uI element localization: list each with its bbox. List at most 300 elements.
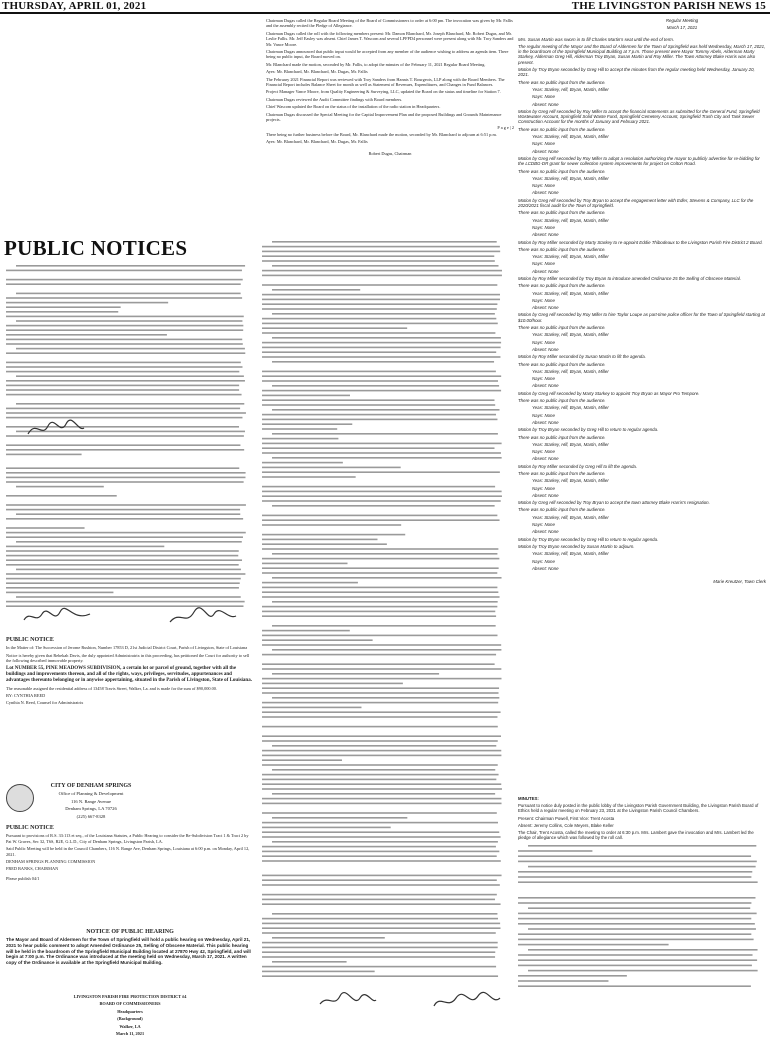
text-line [262, 323, 498, 325]
no-input: There was no public input from the audience. [518, 210, 606, 216]
text-line [262, 318, 496, 320]
text-line [262, 356, 500, 358]
text-line [262, 663, 495, 665]
minutes-para: Pursuant to notice duly posted in the public lobby of the Livingston Parish Government Building, the Livingston Parish Board of Ethics held a regular meeting on February 23, 2021 at the Livingston Parish Council Chambers. [518, 803, 759, 814]
text-line [262, 515, 497, 517]
text-line [262, 903, 501, 905]
fire-line: March 11, 2021 [115, 1031, 145, 1037]
text-line [6, 385, 239, 387]
text-line [272, 793, 495, 795]
signature-icon [22, 606, 92, 628]
text-line [16, 513, 240, 515]
text-line [262, 812, 497, 814]
text-line [262, 975, 498, 977]
text-line [262, 299, 500, 301]
text-line [272, 649, 501, 651]
text-line [262, 716, 497, 718]
text-line [528, 949, 758, 951]
springfield-minutes [518, 18, 766, 586]
text-line [518, 856, 751, 858]
scanned-minutes-col2 [262, 238, 512, 1018]
text-line [262, 875, 502, 877]
text-line [6, 532, 246, 534]
minutes-para: The Chair, Trent Acosta, called the meeting to order at 6:30 p.m. Mrs. Lambert gave the invocation and Mrs. Lambert led the pledge of allegiance which was followed by the roll call. [518, 830, 754, 841]
minutes-para: The February 2021 Financial Report was reviewed with Troy Sanders from Hannis T. Bourgeois, LLP along with the Board Members. The Financial Report includes Balance Sheet for month as well as Statement of Revenues, Expenditures, and Changes in Fund Balances. [266, 76, 505, 88]
vote-block: Yeas: Starkey, Hill, Bryan, Martin, Miller Nays: None Absent: None [532, 217, 609, 238]
text-line [528, 908, 750, 910]
text-line [262, 755, 501, 757]
text-line [272, 505, 495, 507]
text-line [262, 851, 499, 853]
text-line [6, 477, 245, 479]
text-line [262, 635, 498, 637]
text-line [272, 409, 499, 411]
text-line [6, 394, 242, 396]
text-line [518, 851, 592, 853]
text-line [6, 527, 85, 529]
text-line [262, 399, 494, 401]
text-line [6, 412, 246, 414]
text-line [16, 541, 242, 543]
text-line [262, 947, 498, 949]
text-line [6, 601, 245, 603]
motion: Motion by Troy Bryan seconded by Greg Hill to return to regular agenda. [518, 427, 659, 433]
no-input: There was no public input from the audience. [518, 361, 606, 367]
text-line [262, 611, 495, 613]
text-line [6, 408, 240, 410]
vote-block: Yeas: Starkey, Hill, Bryan, Martin, Miller Nays: None Absent: None [532, 478, 609, 498]
motion: Motion by Greg Hill seconded by Roy Miller to accept the financial statements as submitted for the General Fund, Springfield Wastewater Account, Springfield Solid Waste Fund, Springfield Cemetery Account, Springfield Trash City and Tank Sewer Construction Account for the months of January and February 2021. [518, 108, 760, 125]
motion: Motion by Greg Hill seconded by Roy Miller to hire Taylor Loupe as part-time police officer for the Town of Springfield starting at $10.00/hour. [518, 312, 765, 323]
denham-notice [6, 826, 254, 883]
minutes-para: Chairman Dugas announced that public input would be accepted from any member of the audience wishing to address an agenda item. There being no public input, the Board moved on. [266, 49, 509, 60]
text-line [6, 362, 241, 364]
text-line [518, 903, 751, 905]
section-title: PUBLIC NOTICES [4, 236, 188, 260]
text-line [16, 293, 241, 295]
text-line [272, 337, 501, 339]
no-input: There was no public input from the audience. [518, 507, 606, 513]
text-line [262, 759, 342, 761]
text-line [262, 783, 501, 785]
text-line [262, 567, 499, 569]
text-line [262, 779, 496, 781]
text-line [6, 444, 240, 446]
notice-by2: Cynthia N. Reed, Counsel for Administratrix [6, 700, 84, 706]
fire-line: BOARD OF COMMISSIONERS [99, 1001, 161, 1007]
text-line [528, 866, 756, 868]
signature-icon [168, 606, 238, 628]
minutes-para: Chairman Dugas called the Regular Board Meeting of the Board of Commissioners to order at 6:00 pm. The invocation was given by Mr. Fallis and the assembly recited the Pledge of Allegiance. [266, 18, 513, 29]
text-line [272, 553, 497, 555]
text-line [6, 472, 246, 474]
minutes-para: Present: Chairman Powell, First Vice: Trent Acosta [518, 815, 615, 821]
text-line [262, 438, 338, 440]
clerk: Marie Kreutzer, Town Clerk [713, 579, 766, 585]
page-header [0, 0, 770, 16]
text-line [262, 491, 502, 493]
text-line [6, 366, 242, 368]
text-line [262, 534, 405, 536]
text-line [6, 306, 121, 308]
text-line [262, 740, 498, 742]
text-line [262, 971, 375, 973]
text-line [262, 942, 498, 944]
scanned-text-lines [262, 238, 512, 1018]
minutes-head: MINUTES: [518, 796, 539, 801]
text-line [518, 934, 751, 936]
text-line [262, 591, 498, 593]
text-line [518, 965, 752, 967]
no-input: There was no public input from the audience. [518, 126, 606, 132]
vote-block: Yeas: Starkey, Hill, Bryan, Martin, Miller Nays: None Absent: None [532, 514, 609, 535]
text-line [262, 351, 496, 353]
signature-graphic [432, 990, 502, 1016]
minutes-para: Chairman Dugas discussed the Special Meeting for the Capital Improvement Plan and the proposed Buildings and Grounds Maintenance projects. [266, 111, 502, 123]
text-line [6, 389, 239, 391]
text-line [262, 918, 498, 920]
vote-block: Yeas: Starkey, Hill, Bryan, Martin, Miller Nays: None Absent: None [532, 405, 609, 425]
text-line [6, 555, 238, 557]
text-line [272, 289, 360, 291]
notice-by: BY: CYNTHIA REED [6, 693, 46, 699]
text-line [6, 279, 243, 281]
text-line [262, 894, 497, 896]
text-line [6, 334, 167, 336]
text-line [518, 955, 753, 957]
text-line [262, 486, 495, 488]
header-rule [0, 12, 770, 14]
text-line [262, 246, 500, 248]
motion: Motion by Greg Hill seconded by Troy Bryan to accept the town attorney Blake Harris's resignation. [518, 500, 710, 506]
text-line [262, 764, 498, 766]
text-line [6, 297, 242, 299]
text-line [262, 606, 497, 608]
denham-line: Office of Planning & Development [58, 791, 124, 797]
text-line [262, 419, 497, 421]
text-line [262, 644, 501, 646]
text-line [262, 375, 501, 377]
text-line [262, 899, 495, 901]
text-line [262, 879, 497, 881]
denham-sign: DENHAM SPRINGS PLANNING COMMISSION [6, 859, 96, 865]
text-line [6, 592, 113, 594]
text-line [262, 668, 501, 670]
signature-graphic [22, 606, 92, 632]
denham-body2: Said Public Meeting will be held in the Council Chambers, 116 N. Range Ave, Denham Springs, Louisiana at 6:00 p.m. on Monday, April 12, 2021. [6, 846, 250, 857]
text-line [262, 803, 502, 805]
text-line [6, 582, 240, 584]
issue-date: THURSDAY, APRIL 01, 2021 [2, 0, 147, 12]
text-line [518, 913, 757, 915]
denham-publish: Please publish 04/1 [6, 875, 40, 881]
text-line [6, 573, 245, 575]
text-line [262, 495, 502, 497]
text-line [262, 692, 499, 694]
text-line [518, 877, 751, 879]
vote-block: Yeas: Starkey, Hill, Bryan, Martin, Miller Nays: None Absent: None [532, 86, 609, 107]
text-line [262, 860, 501, 862]
vote-block: Yeas: Starkey, Hill, Bryan, Martin, Miller Nays: None Absent: None [532, 368, 609, 389]
text-line [262, 615, 496, 617]
text-line [262, 596, 500, 598]
text-line [262, 927, 500, 929]
signature-icon [432, 990, 502, 1012]
text-line [262, 284, 497, 286]
hearing-notice [6, 930, 254, 967]
denham-body: Pursuant to provisions of R.S. 33:113 et seq., of the Louisiana Statutes, a Public Hearing to consider the Re-Subdivision Tract 1 & Tract 2 by Pat W. Graves, Sec 32, T6S, R2E, G.L.D., City of Denham Springs, Livingston Parish, LA. [6, 833, 249, 844]
text-line [262, 563, 348, 565]
text-line [262, 371, 496, 373]
text-line [262, 524, 401, 526]
text-line [518, 960, 757, 962]
denham-title: CITY OF DENHAM SPRINGS [50, 783, 132, 789]
notice-lot: Lot NUMBER 55, PINE MEADOWS SUBDIVISION, a certain lot or parcel of ground, together with all the buildings and improvements thereon, and all of the rights, ways, privileges, servitudes, appurtenances and advantages thereunto belonging or in anywise appertaining, situated in the Parish of Livingston, State of Louisiana. [6, 665, 252, 683]
signature-graphic [26, 418, 86, 443]
no-input: There was no public input from the audience. [518, 325, 606, 331]
text-line [518, 882, 758, 884]
text-line [262, 827, 391, 829]
text-line [262, 303, 497, 305]
text-line [262, 500, 501, 502]
denham-line: Denham Springs, LA 70726 [65, 806, 117, 812]
vote-block: Yeas: Starkey, Hill, Bryan, Martin, Miller Nays: None Absent: None [532, 175, 609, 196]
signature-icon [26, 418, 86, 440]
text-line [262, 543, 387, 545]
motion: Motion by Troy Bryan seconded by Greg Hill to return to regular agenda. [518, 536, 659, 542]
text-line [262, 687, 499, 689]
text-line [272, 625, 496, 627]
text-line [262, 788, 502, 790]
minutes-para: Chairman Dugas called the roll with the following members present: Mr. Damon Blanchard, Mr. Joseph Blanchard, Mr. Robert Dugas, and Mr. Leslie Fallis. Mr. Jeff Easley was absent. Chief James T. Wascom and several LPFPD4 personnel were present along with Mr. Troy Sanders and Mr. Vance Moore. [266, 30, 514, 47]
text-line [6, 352, 245, 354]
text-line [6, 316, 244, 318]
text-line [518, 918, 751, 920]
text-line [262, 639, 373, 641]
text-line [272, 745, 496, 747]
notice-case: In the Matter of: The Succession of Jerome Rushton, Number 17853 D, 21st Judicial District Court, Parish of Livingston, State of Louisiana [6, 645, 248, 651]
text-line [262, 855, 497, 857]
text-line [6, 504, 246, 506]
text-line [6, 325, 243, 327]
notice-lead: Notice is hereby given that Rebekah Davis, the duly appointed Administratrix in this proceeding, has petitioned the Court for authority to sell the following described immovable property. [6, 652, 250, 664]
text-line [518, 944, 669, 946]
minutes-para: Mr. Blanchard made the motion, seconded by Mr. Fallis, to adopt the minutes of the February 11, 2021 Regular Board Meeting. [266, 61, 486, 67]
text-line [272, 673, 439, 675]
text-line [262, 476, 356, 478]
text-line [272, 937, 385, 939]
text-line [6, 302, 168, 304]
text-line [262, 630, 350, 632]
text-line [262, 587, 497, 589]
text-line [262, 462, 343, 464]
no-input: There was no public input from the audience. [518, 283, 606, 289]
text-line [6, 339, 242, 341]
text-line [6, 509, 240, 511]
text-line [272, 577, 502, 579]
hearing-body: The Mayor and Board of Aldermen for the Town of Springfield will hold a public hearing on Wednesday, April 21, 2021 to hear public comment to adopt Amended Ordinance 25, Selling of Obscene Material. This public hearing will be held in the boardroom of the Springfield Municipal Building located at 27870 Hwy 42, Springfield, and will begin at 7:00 p.m. The Ordinance was introduced at the meeting held on Wednesday, March 17, 2021. A written copy of the Ordinance is available at the Springfield Municipal Building. [6, 937, 251, 965]
denham-sub: PUBLIC NOTICE [6, 825, 54, 831]
text-line [6, 380, 245, 382]
text-line [262, 347, 501, 349]
motion: Motion by Greg Hill seconded by Troy Bryan to accept the engagement letter with Edler, Stevens & Company, LLC for the 2020/2021 fiscal audit for the Town of Springfield. [518, 197, 754, 209]
fire-line: Headquarters [117, 1008, 143, 1014]
notice-terms: The reasonable assigned the residential address of 13458 Travis Street, Walker, La. and is made for the sum of $90,000.00. [6, 685, 217, 691]
masthead: THE LIVINGSTON PARISH NEWS 15 [571, 0, 766, 12]
text-line [6, 454, 82, 456]
text-line [518, 871, 752, 873]
fire-line: Walker, LA [119, 1023, 141, 1029]
text-line-group [518, 845, 758, 987]
text-line [518, 939, 754, 941]
text-line [272, 241, 497, 243]
vote-block: Yeas: Starkey, Hill, Bryan, Martin, Miller Nays: None Absent: None [532, 441, 609, 462]
text-line [6, 371, 239, 373]
text-line [262, 884, 500, 886]
minutes-para: Chairman Dugas reviewed the Audit Committee findings with Board members. [266, 96, 403, 102]
minutes-para: Mrs. Susan Martin was sworn in to fill Charles Martin's seat until the end of term. [518, 36, 675, 42]
minutes-para: The regular meeting of the Mayor and the Board of Aldermen for the Town of Springfield was held Wednesday, March 17, 2021, in the boardroom of the Springfield Municipal Building at 7 p.m. Those present were Mayor Tommy Abels, Alderman Marty Starkey, Alderman Greg Hill, Alderman Troy Bryan, Susan Martin and Roy Miller. The Town Attorney Blake Harris was also present. [518, 43, 766, 65]
vote-line: Ayes: Mr. Blanchard, Mr. Blanchard, Mr. Dugas, Mr. Fallis [266, 139, 368, 145]
text-line [262, 932, 496, 934]
text-line [16, 320, 242, 322]
text-line [262, 414, 496, 416]
text-line [262, 831, 499, 833]
motion: Motion by Troy Bryan seconded by Greg Hill to accept the minutes from the regular meeting held Wednesday, January 20, 2021. [518, 67, 755, 78]
text-line [262, 404, 495, 406]
text-line [262, 452, 501, 454]
signature-icon [318, 990, 378, 1012]
text-line [262, 702, 498, 704]
succession-notice [6, 638, 254, 708]
text-line [272, 433, 498, 435]
text-line [272, 913, 497, 915]
no-input: There was no public input from the audience. [518, 246, 606, 252]
text-line [262, 707, 361, 709]
text-line [272, 769, 495, 771]
text-line [6, 518, 243, 520]
text-line [262, 822, 498, 824]
ethics-minutes [518, 796, 766, 994]
text-line [262, 255, 494, 257]
text-line [262, 519, 500, 521]
text-line [262, 443, 502, 445]
denham-sign: FRED BANKS, CHAIRMAN [6, 866, 59, 872]
text-line [16, 375, 244, 377]
text-line [262, 342, 501, 344]
text-line [262, 711, 501, 713]
minutes-para: Absent: Jeremy Collins, Cole Meyers, Blake Keller [518, 822, 614, 828]
minutes-para: Chief Wascom updated the Board on the status of the installation of the radio station in Headquarters. [266, 104, 441, 110]
meeting-date: March 17, 2021 [666, 25, 698, 31]
page-marker: P a g e | 2 [497, 124, 514, 130]
motion: Motion by Troy Bryan seconded by Susan Martin to adjourn. [518, 543, 635, 549]
text-line [262, 275, 502, 277]
fire-line: (Background) [117, 1016, 143, 1022]
vote-block: Yeas: Starkey, Hill, Bryan, Martin, Miller Nays: None Absent: None [532, 134, 609, 154]
vote-block: Yeas: Starkey, Hill, Bryan, Martin, Miller Nays: None Absent: None [532, 332, 609, 352]
text-line [272, 601, 498, 603]
text-line [262, 678, 501, 680]
text-line [6, 270, 242, 272]
signature-graphic [168, 606, 238, 632]
denham-header [36, 784, 146, 821]
hearing-heading: NOTICE OF PUBLIC HEARING [86, 929, 174, 935]
text-line [272, 457, 502, 459]
minutes-para: Project Manager Vance Moore, from Quality Engineering & Surveying, LLC, updated the Board on the status and timeline for Station 7. [266, 89, 501, 95]
text-line [262, 966, 496, 968]
text-line [6, 311, 118, 313]
text-line [6, 587, 239, 589]
text-line [262, 308, 497, 310]
text-line [262, 548, 498, 550]
text-line [6, 343, 243, 345]
text-line [528, 970, 758, 972]
text-line [6, 495, 117, 497]
motion: Motion by Greg Hill seconded by Marty Starkey to appoint Troy Bryan as Mayor Pro Tempore. [518, 390, 700, 396]
text-line [16, 569, 241, 571]
text-line [262, 735, 501, 737]
text-line [16, 403, 244, 405]
text-line [6, 578, 241, 580]
vote-block: Yeas: Starkey, Hill, Bryan, Martin, Miller Nays: None Absent: None [532, 290, 609, 311]
text-line-group [262, 241, 502, 977]
city-seal [6, 784, 34, 812]
text-line [528, 845, 756, 847]
signer: Robert Dugas, Chairman [368, 150, 412, 156]
no-input: There was no public input from the audience. [518, 398, 606, 404]
text-line [262, 798, 501, 800]
text-line [262, 846, 496, 848]
text-line [6, 550, 239, 552]
text-line [518, 975, 627, 977]
minutes-para: There being no further business before the Board, Mr. Blanchard made the motion, seconded by Mr. Blanchard to adjourn at 6:51 p.m. [266, 131, 497, 137]
text-line [6, 481, 244, 483]
text-line [6, 449, 244, 451]
vote-block: Yeas: Starkey, Hill, Bryan, Martin, Miller Nays: None Absent: None [532, 551, 609, 571]
no-input: There was no public input from the audience. [518, 434, 606, 440]
text-line [262, 539, 377, 541]
text-line [262, 447, 494, 449]
no-input: There was no public input from the audience. [518, 79, 606, 85]
text-line [272, 385, 499, 387]
motion: Motion by Roy Miller seconded by Marty Starkey to re-appoint Eddie Thibodeaux to the Livingston Parish Fire District 2 Board. [518, 239, 763, 245]
text-line [6, 467, 239, 469]
fire-district-header [6, 994, 254, 1038]
text-line [16, 486, 104, 488]
text-line [272, 817, 407, 819]
denham-line: 116 N. Range Avenue [70, 798, 112, 804]
text-line [262, 654, 496, 656]
meeting-head: Regular Meeting [665, 18, 699, 23]
text-line [262, 260, 495, 262]
text-line [528, 929, 756, 931]
fire-line: LIVINGSTON PARISH FIRE PROTECTION DISTRICT #4 [73, 994, 187, 999]
text-line [6, 536, 243, 538]
text-line [16, 265, 245, 267]
notice-heading: PUBLIC NOTICE [6, 637, 54, 643]
text-line [262, 572, 497, 574]
text-line [262, 750, 501, 752]
scanned-text-lines [518, 842, 766, 992]
text-line [262, 395, 350, 397]
text-line [518, 923, 755, 925]
signature-graphic [318, 990, 378, 1016]
text-line [262, 836, 501, 838]
text-line [262, 726, 498, 728]
text-line [6, 329, 243, 331]
text-line [16, 348, 245, 350]
